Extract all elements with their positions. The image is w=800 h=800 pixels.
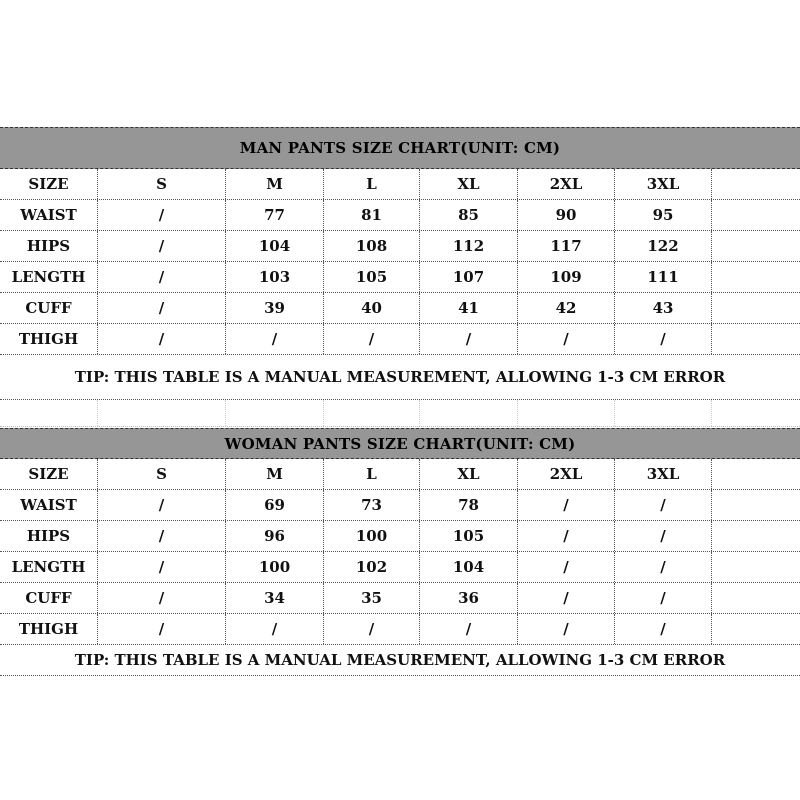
table-cell: /	[324, 614, 420, 644]
table-cell: /	[98, 200, 226, 230]
column-header: XL	[420, 459, 518, 489]
table-cell: /	[98, 614, 226, 644]
table-cell: /	[226, 324, 324, 354]
table-cell: /	[615, 490, 712, 520]
man-tip-note: TIP: THIS TABLE IS A MANUAL MEASUREMENT, ALLOWING 1-3 CM ERROR	[0, 355, 800, 400]
woman-chart-title: WOMAN PANTS SIZE CHART(UNIT: CM)	[0, 428, 800, 459]
table-cell: /	[615, 614, 712, 644]
table-cell: 34	[226, 583, 324, 613]
spacer-row	[0, 400, 800, 427]
man-size-chart	[0, 127, 800, 427]
table-row	[0, 583, 800, 614]
table-cell: /	[518, 614, 615, 644]
row-label: WAIST	[0, 200, 98, 230]
table-cell: 104	[226, 231, 324, 261]
table-cell: /	[324, 324, 420, 354]
table-row	[0, 262, 800, 293]
column-header: 3XL	[615, 459, 712, 489]
column-header	[712, 169, 800, 199]
table-cell: /	[615, 552, 712, 582]
column-header: XL	[420, 169, 518, 199]
column-header: M	[226, 459, 324, 489]
table-cell: 39	[226, 293, 324, 323]
row-label: WAIST	[0, 490, 98, 520]
row-label: CUFF	[0, 583, 98, 613]
spacer-cell	[98, 400, 226, 426]
table-cell: /	[98, 521, 226, 551]
table-cell: /	[615, 583, 712, 613]
table-row	[0, 200, 800, 231]
table-cell: 81	[324, 200, 420, 230]
table-cell: 42	[518, 293, 615, 323]
table-cell	[712, 614, 800, 644]
table-header-row	[0, 169, 800, 200]
table-cell: /	[420, 324, 518, 354]
table-cell: 112	[420, 231, 518, 261]
table-cell	[712, 293, 800, 323]
table-cell	[712, 262, 800, 292]
column-header	[712, 459, 800, 489]
table-row	[0, 324, 800, 355]
column-header: 2XL	[518, 169, 615, 199]
column-header: SIZE	[0, 459, 98, 489]
row-label: LENGTH	[0, 552, 98, 582]
woman-size-table	[0, 459, 800, 645]
table-row	[0, 521, 800, 552]
table-cell: /	[98, 324, 226, 354]
table-cell: /	[226, 614, 324, 644]
table-cell: 36	[420, 583, 518, 613]
man-chart-title: MAN PANTS SIZE CHART(UNIT: CM)	[0, 127, 800, 169]
table-cell: /	[518, 583, 615, 613]
table-cell: 96	[226, 521, 324, 551]
spacer-cell	[615, 400, 712, 426]
table-cell: 105	[420, 521, 518, 551]
table-cell	[712, 200, 800, 230]
table-cell: 95	[615, 200, 712, 230]
woman-tip-note: TIP: THIS TABLE IS A MANUAL MEASUREMENT, ALLOWING 1-3 CM ERROR	[0, 645, 800, 676]
table-cell: 107	[420, 262, 518, 292]
table-cell	[712, 583, 800, 613]
table-cell	[712, 552, 800, 582]
spacer-cell	[518, 400, 615, 426]
table-cell: /	[98, 262, 226, 292]
table-row	[0, 552, 800, 583]
table-cell: 69	[226, 490, 324, 520]
spacer-cell	[226, 400, 324, 426]
spacer-cell	[712, 400, 800, 426]
table-cell: 117	[518, 231, 615, 261]
row-label: HIPS	[0, 521, 98, 551]
table-cell: 102	[324, 552, 420, 582]
table-cell: /	[420, 614, 518, 644]
table-cell	[712, 324, 800, 354]
table-cell: 40	[324, 293, 420, 323]
table-cell: 103	[226, 262, 324, 292]
table-cell: 111	[615, 262, 712, 292]
table-row	[0, 614, 800, 645]
table-cell: 105	[324, 262, 420, 292]
table-cell: /	[615, 324, 712, 354]
table-cell	[712, 231, 800, 261]
column-header: 2XL	[518, 459, 615, 489]
table-cell: 85	[420, 200, 518, 230]
table-cell: 78	[420, 490, 518, 520]
column-header: L	[324, 459, 420, 489]
row-label: LENGTH	[0, 262, 98, 292]
table-cell: 43	[615, 293, 712, 323]
table-cell: /	[518, 521, 615, 551]
table-cell: 109	[518, 262, 615, 292]
table-cell: /	[518, 552, 615, 582]
row-label: HIPS	[0, 231, 98, 261]
row-label: THIGH	[0, 324, 98, 354]
table-cell: /	[98, 293, 226, 323]
table-cell: /	[518, 490, 615, 520]
table-cell: 77	[226, 200, 324, 230]
table-cell: /	[518, 324, 615, 354]
table-cell: 73	[324, 490, 420, 520]
table-row	[0, 293, 800, 324]
table-cell: /	[98, 552, 226, 582]
man-size-table	[0, 169, 800, 355]
spacer-cell	[324, 400, 420, 426]
table-row	[0, 490, 800, 521]
table-cell: /	[98, 583, 226, 613]
column-header: SIZE	[0, 169, 98, 199]
table-cell: 104	[420, 552, 518, 582]
table-cell: 90	[518, 200, 615, 230]
table-row	[0, 231, 800, 262]
column-header: S	[98, 459, 226, 489]
table-cell: /	[98, 231, 226, 261]
column-header: S	[98, 169, 226, 199]
table-cell	[712, 521, 800, 551]
column-header: M	[226, 169, 324, 199]
table-cell: 100	[226, 552, 324, 582]
column-header: L	[324, 169, 420, 199]
table-cell: /	[615, 521, 712, 551]
row-label: CUFF	[0, 293, 98, 323]
spacer-cell	[420, 400, 518, 426]
column-header: 3XL	[615, 169, 712, 199]
table-header-row	[0, 459, 800, 490]
table-cell: 122	[615, 231, 712, 261]
woman-size-chart	[0, 428, 800, 676]
table-cell: 41	[420, 293, 518, 323]
row-label: THIGH	[0, 614, 98, 644]
table-cell: 108	[324, 231, 420, 261]
table-cell: 35	[324, 583, 420, 613]
table-cell: 100	[324, 521, 420, 551]
table-cell	[712, 490, 800, 520]
table-cell: /	[98, 490, 226, 520]
spacer-cell	[0, 400, 98, 426]
